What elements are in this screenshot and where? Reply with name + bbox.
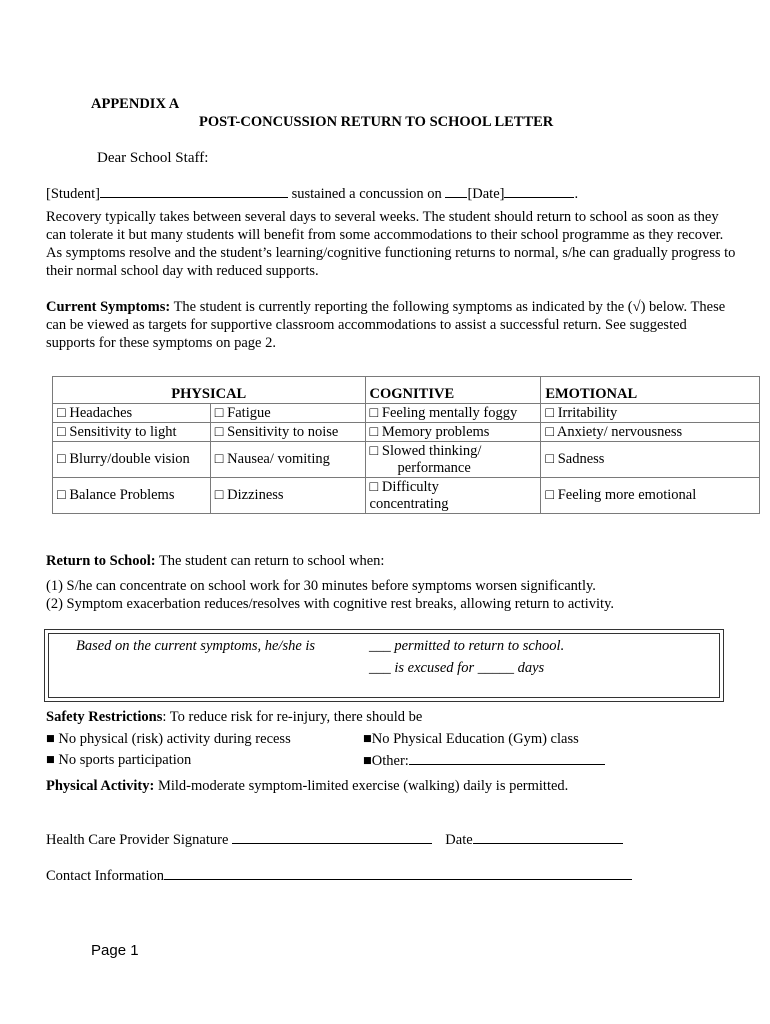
symptom-anxiety[interactable]: □ Anxiety/ nervousness bbox=[541, 423, 760, 442]
symptom-nausea[interactable]: □ Nausea/ vomiting bbox=[210, 442, 365, 478]
current-symptoms-text: The student is currently reporting the following symptoms as indicated by the (√) below. These can be viewed as targets for supportive classroom accommodations to assist a successful return. See suggested supports for these symptoms on page 2. bbox=[46, 299, 726, 351]
table-header-row bbox=[53, 377, 760, 404]
option-permitted[interactable]: ___ permitted to return to school. bbox=[369, 638, 565, 654]
header-emotional: EMOTIONAL bbox=[541, 377, 760, 404]
student-line: [Student] sustained a concussion on [Date] . bbox=[46, 186, 579, 202]
table-row bbox=[53, 478, 760, 514]
symptom-slowed-thinking[interactable] bbox=[365, 442, 541, 478]
physical-activity-text: Mild-moderate symptom-limited exercise (walking) daily is permitted. bbox=[157, 778, 569, 794]
symptom-slowed-thinking-cont: performance bbox=[397, 459, 471, 476]
symptom-dizziness[interactable]: □ Dizziness bbox=[210, 478, 365, 514]
symptom-headaches[interactable]: □ Headaches bbox=[53, 404, 211, 423]
symptom-balance-problems[interactable]: □ Balance Problems bbox=[53, 478, 211, 514]
table-row bbox=[53, 442, 760, 478]
symptom-irritability[interactable]: □ Irritability bbox=[541, 404, 760, 423]
page-number: Page 1 bbox=[91, 942, 139, 959]
return-to-school-text: The student can return to school when: bbox=[158, 553, 385, 569]
recovery-paragraph: Recovery typically takes between several days to several weeks. The student should return to school as soon as they can tolerate it but many students will benefit from some accommodations to their school programme as they recover. As symptoms resolve and the student’s learning/cognitive functioning returns to normal, s/he can gradually progress to their normal school day with reduced supports. bbox=[46, 209, 736, 279]
provider-signature-label: Health Care Provider Signature bbox=[46, 832, 229, 848]
header-cognitive: COGNITIVE bbox=[365, 377, 541, 404]
signature-row bbox=[46, 830, 623, 849]
return-to-school-heading bbox=[46, 552, 384, 570]
table-row bbox=[53, 404, 760, 423]
contact-info-field[interactable] bbox=[164, 866, 632, 880]
physical-activity-label: Physical Activity: bbox=[46, 778, 155, 794]
current-symptoms-label: Current Symptoms: bbox=[46, 299, 171, 315]
safety-item-other-label: ■Other: bbox=[363, 753, 409, 769]
safety-text: : To reduce risk for re-injury, there should be bbox=[162, 709, 423, 725]
safety-item-other bbox=[363, 751, 605, 770]
sustained-text: sustained a concussion on bbox=[291, 186, 442, 202]
signature-date-label: Date bbox=[445, 832, 473, 848]
physical-activity bbox=[46, 777, 568, 795]
symptom-sadness[interactable]: □ Sadness bbox=[541, 442, 760, 478]
other-field[interactable] bbox=[409, 751, 605, 765]
contact-info-label: Contact Information bbox=[46, 868, 164, 884]
safety-item-sports: ■ No sports participation bbox=[46, 752, 192, 768]
symptom-difficulty-concentrating[interactable] bbox=[365, 478, 541, 514]
student-label: [Student] bbox=[46, 186, 100, 202]
greeting: Dear School Staff: bbox=[97, 150, 209, 166]
page-title: POST-CONCUSSION RETURN TO SCHOOL LETTER bbox=[199, 114, 554, 130]
safety-heading bbox=[46, 708, 422, 726]
decision-lead: Based on the current symptoms, he/she is bbox=[76, 638, 316, 654]
provider-signature-field[interactable] bbox=[232, 830, 432, 844]
appendix-label: APPENDIX A bbox=[91, 96, 180, 112]
symptom-slowed-thinking-label: □ Slowed thinking/ bbox=[369, 442, 482, 459]
header-physical: PHYSICAL bbox=[53, 377, 366, 404]
symptom-light-sensitivity[interactable]: □ Sensitivity to light bbox=[53, 423, 211, 442]
safety-label: Safety Restrictions bbox=[46, 709, 163, 725]
symptom-more-emotional[interactable]: □ Feeling more emotional bbox=[541, 478, 760, 514]
symptom-memory-problems[interactable]: □ Memory problems bbox=[365, 423, 541, 442]
current-symptoms-paragraph bbox=[46, 298, 736, 352]
return-condition-1: (1) S/he can concentrate on school work for 30 minutes before symptoms worsen significantly. bbox=[46, 578, 596, 594]
date-blank[interactable] bbox=[504, 184, 574, 198]
symptom-noise-sensitivity[interactable]: □ Sensitivity to noise bbox=[210, 423, 365, 442]
table-row bbox=[53, 423, 760, 442]
safety-item-gym: ■No Physical Education (Gym) class bbox=[363, 731, 579, 747]
symptom-fatigue[interactable]: □ Fatigue bbox=[210, 404, 365, 423]
symptom-difficulty-cont: concentrating bbox=[369, 495, 449, 512]
symptom-difficulty-label: □ Difficulty bbox=[369, 478, 439, 495]
student-name-blank[interactable] bbox=[100, 184, 288, 198]
safety-item-recess: ■ No physical (risk) activity during recess bbox=[46, 731, 291, 747]
option-excused[interactable]: ___ is excused for _____ days bbox=[369, 660, 545, 676]
symptom-mentally-foggy[interactable]: □ Feeling mentally foggy bbox=[365, 404, 541, 423]
symptom-table bbox=[52, 376, 760, 514]
contact-row bbox=[46, 866, 632, 885]
symptom-blurry-vision[interactable]: □ Blurry/double vision bbox=[53, 442, 211, 478]
return-condition-2: (2) Symptom exacerbation reduces/resolves with cognitive rest breaks, allowing return to activity. bbox=[46, 596, 615, 612]
date-prefix-blank[interactable] bbox=[445, 184, 467, 198]
return-to-school-label: Return to School: bbox=[46, 553, 156, 569]
date-label: [Date] bbox=[467, 186, 505, 202]
signature-date-field[interactable] bbox=[473, 830, 623, 844]
